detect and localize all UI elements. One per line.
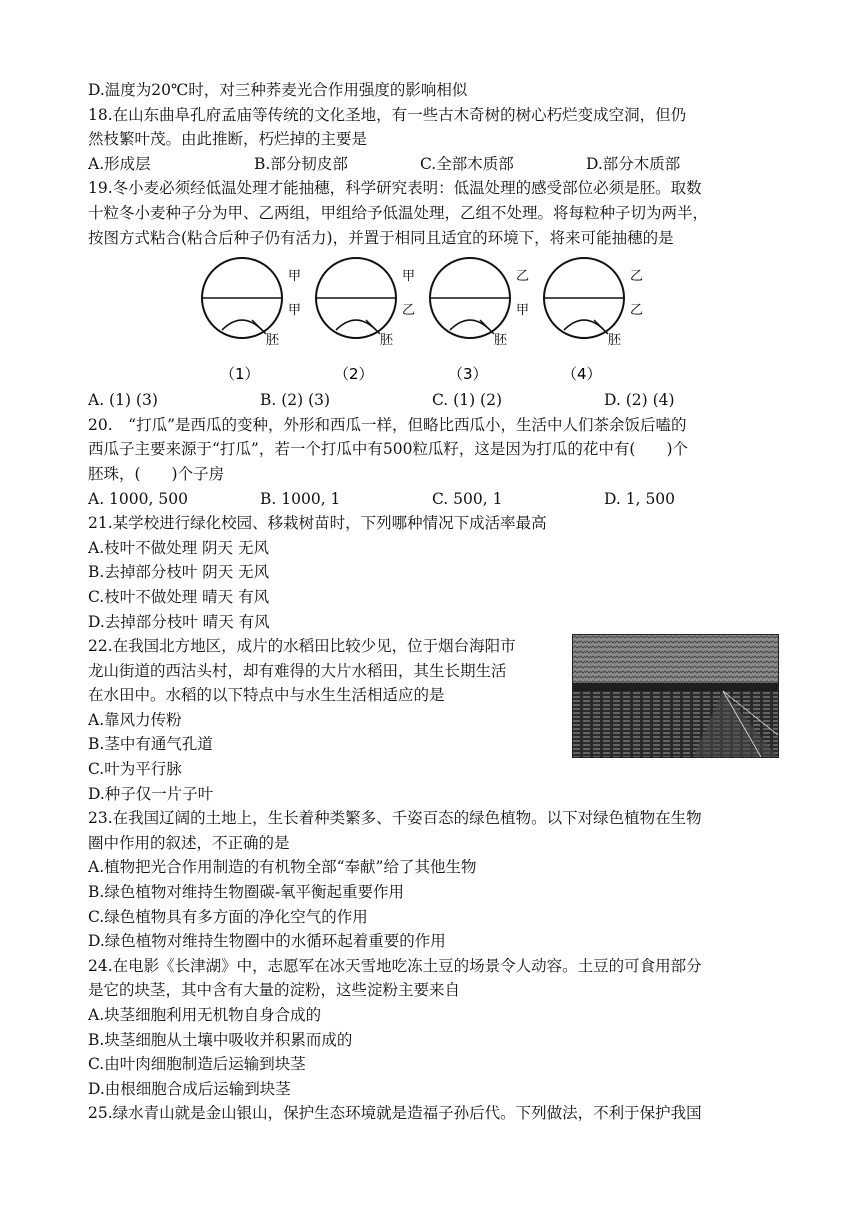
q24-stem-line1: 24.在电影《长津湖》中，志愿军在冰天雪地吃冻土豆的场景令人动容。土豆的可食用部分 [88,956,702,975]
q21-option-c: C.枝叶不做处理 晴天 有风 [88,587,270,606]
seed-1-top-label: 甲 [288,269,302,285]
q22-stem-line2: 龙山街道的西沽头村，却有难得的大片水稻田，其生长期生活 [88,661,507,680]
q22-option-a: A.靠风力传粉 [88,710,182,729]
seed-3-top-label: 乙 [516,269,530,285]
q21-option-d: D.去掉部分枝叶 晴天 有风 [88,612,270,631]
q25-stem-line1: 25.绿水青山就是金山银山，保护生态环境就是造福子孙后代。下列做法，不利于保护我国 [88,1104,702,1123]
q23-option-d: D.绿色植物对维持生物圈中的水循环起着重要的作用 [88,932,446,951]
q24-option-b: B.块茎细胞从土壤中吸收并积累而成的 [88,1030,353,1049]
seed-2-embryo-label: 胚 [380,333,394,349]
q19-option-b: B. (2) (3) [260,391,331,410]
q18-stem-line2: 然枝繁叶茂。由此推断，朽烂掉的主要是 [88,130,368,149]
seed-4-bottom-label: 乙 [630,303,644,319]
q24-option-d: D.由根细胞合成后运输到块茎 [88,1079,291,1098]
q24-stem-line2: 是它的块茎，其中含有大量的淀粉，这些淀粉主要来自 [88,981,461,1000]
seed-2-caption: （2） [334,365,374,384]
q18-option-d: D.部分木质部 [586,154,681,173]
rice-paddy-photo [572,634,779,758]
seed-2-top-label: 甲 [402,269,416,285]
q22-stem-line1: 22.在我国北方地区，成片的水稻田比较少见，位于烟台海阳市 [88,637,516,656]
q24-option-a: A.块茎细胞利用无机物自身合成的 [88,1006,322,1024]
q23-option-a: A.植物把光合作用制造的有机物全部“奉献”给了其他生物 [88,858,477,877]
seed-1-embryo-label: 胚 [266,333,280,349]
seed-1-caption: （1） [220,365,260,384]
q19-stem-line2: 十粒冬小麦种子分为甲、乙两组，甲组给予低温处理，乙组不处理。将每粒种子切为两半， [88,203,709,222]
q18-option-a: A.形成层 [88,154,151,173]
q20-options [88,487,778,512]
seed-figure-2 [314,252,428,388]
q18-options [88,152,778,177]
seed-4-caption: （4） [562,365,602,384]
q19-option-d: D. (2) (4) [604,391,675,410]
q21-stem: 21.某学校进行绿化校园、移栽树苗时，下列哪种情况下成活率最高 [88,514,547,533]
q20-option-a: A. 1000, 500 [88,489,188,508]
q20-stem-line1: 20. “打瓜”是西瓜的变种，外形和西瓜一样，但略比西瓜小，生活中人们茶余饭后嗑的 [88,415,687,434]
q24-option-c: C.由叶肉细胞制造后运输到块茎 [88,1055,306,1074]
q18-option-c: C.全部木质部 [420,154,514,173]
seed-figure-row [200,252,778,388]
seed-3-embryo-label: 胚 [494,333,508,349]
q22-option-d: D.种子仅一片子叶 [88,784,214,803]
q22-option-b: B.茎中有通气孔道 [88,735,213,754]
q22-option-c: C.叶为平行脉 [88,760,182,779]
seed-figure-4 [542,252,656,388]
q21-option-a: A.枝叶不做处理 阴天 无风 [88,538,269,557]
seed-2-bottom-label: 乙 [402,303,416,319]
seed-3-bottom-label: 甲 [516,303,530,319]
q23-option-c: C.绿色植物具有多方面的净化空气的作用 [88,907,368,926]
q23-stem-line2: 圈中作用的叙述，不正确的是 [88,833,290,852]
q22-stem-line3: 在水田中。水稻的以下特点中与水生生活相适应的是 [88,686,445,705]
seed-4-top-label: 乙 [630,269,644,285]
seed-figure-3 [428,252,542,388]
q20-stem-line3: 胚珠，( )个子房 [88,464,225,483]
q20-stem-line2: 西瓜子主要来源于“打瓜”，若一个打瓜中有500粒瓜籽，这是因为打瓜的花中有( )个 [88,440,689,459]
seed-figure-1 [200,252,314,388]
seed-3-caption: （3） [448,365,488,384]
q19-options [88,388,778,413]
seed-4-embryo-label: 胚 [608,333,622,349]
seed-1-bottom-label: 甲 [288,303,302,319]
q18-stem-line1: 18.在山东曲阜孔府孟庙等传统的文化圣地，有一些古木奇树的树心朽烂变成空洞，但仍 [88,105,687,124]
q19-stem-line1: 19.冬小麦必须经低温处理才能抽穗，科学研究表明：低温处理的感受部位必须是胚。取数 [88,179,702,198]
q20-option-d: D. 1, 500 [604,489,676,508]
q19-stem-line3: 按图方式粘合(粘合后种子仍有活力)，并置于相同且适宜的环境下，将来可能抽穗的是 [88,228,674,247]
q20-option-c: C. 500, 1 [432,489,503,508]
q19-option-a: A. (1) (3) [88,391,158,410]
q23-stem-line1: 23.在我国辽阔的土地上，生长着种类繁多、千姿百态的绿色植物。以下对绿色植物在生物 [88,809,702,828]
q18-option-b: B.部分韧皮部 [254,154,348,173]
exam-page [88,78,778,1126]
q23-option-b: B.绿色植物对维持生物圈碳-氧平衡起重要作用 [88,883,405,902]
q19-option-c: C. (1) (2) [432,391,502,410]
q22-block [88,634,778,806]
q17-option-d: D.温度为20℃时，对三种荞麦光合作用强度的影响相似 [88,81,468,99]
q21-option-b: B.去掉部分枝叶 阴天 无风 [88,563,270,582]
q20-option-b: B. 1000, 1 [260,489,341,508]
